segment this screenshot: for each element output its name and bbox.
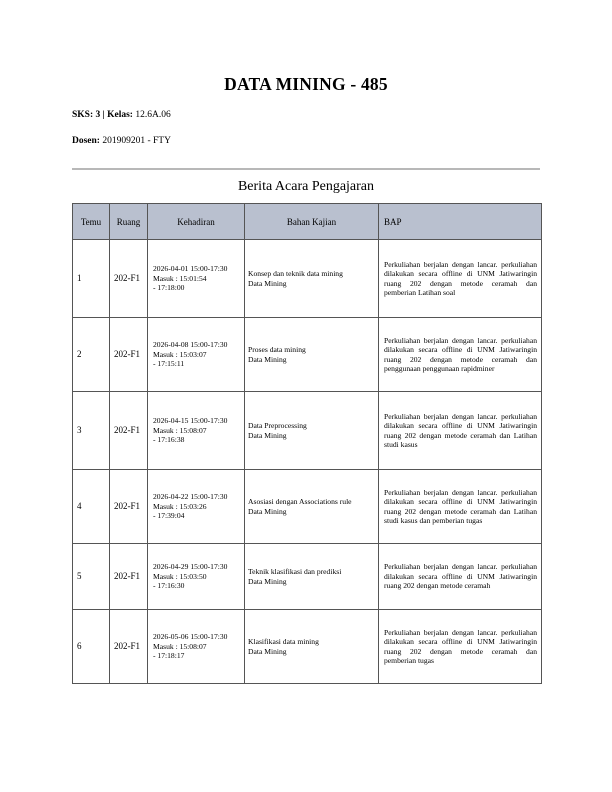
lecturer-meta (72, 136, 171, 146)
jam-masuk: Masuk : 15:01:54 (153, 273, 207, 283)
cell-bap: Perkuliahan berjalan dengan lancar. perkuliahan dilakukan secara offline di UNM Jatiwaringin ruang 202 dengan metode ceramah (379, 544, 542, 610)
jam-keluar: - 17:39:04 (153, 511, 185, 521)
cell-bap: Perkuliahan berjalan dengan lancar. perkuliahan dilakukan secara offline di UNM Jatiwaringin ruang 202 dengan metode ceramah dan pemberian tugas (379, 610, 542, 684)
mata-kuliah: Data Mining (248, 354, 287, 364)
mata-kuliah: Data Mining (248, 646, 287, 656)
jam-masuk: Masuk : 15:03:50 (153, 571, 207, 581)
divider (72, 168, 540, 170)
jam-masuk: Masuk : 15:08:07 (153, 641, 207, 651)
table-row (73, 470, 542, 544)
cell-bahan-kajian (245, 610, 379, 684)
jam-masuk: Masuk : 15:03:26 (153, 501, 207, 511)
cell-temu: 1 (73, 240, 110, 318)
cell-bap: Perkuliahan berjalan dengan lancar. perkuliahan dilakukan secara offline di UNM Jatiwaringin ruang 202 dengan metode ceramah dan pemberian Latihan soal (379, 240, 542, 318)
jam-keluar: - 17:16:38 (153, 435, 185, 445)
teaching-record-table (72, 203, 542, 684)
cell-bap: Perkuliahan berjalan dengan lancar. perkuliahan dilakukan secara offline di UNM Jatiwaringin ruang 202 dengan metode ceramah dan Latihan studi kasus (379, 392, 542, 470)
topik: Data Preprocessing (248, 421, 307, 430)
cell-kehadiran (148, 610, 245, 684)
kelas-value: 12.6A.06 (135, 110, 171, 120)
table-row (73, 610, 542, 684)
table-row (73, 392, 542, 470)
topik: Teknik klasifikasi dan prediksi (248, 567, 342, 576)
jam-keluar: - 17:18:00 (153, 283, 185, 293)
table-header-row (73, 204, 542, 240)
cell-bahan-kajian (245, 392, 379, 470)
cell-bahan-kajian (245, 470, 379, 544)
dosen-value: 201909201 - FTY (102, 136, 171, 146)
jadwal: 2026-04-22 15:00-17:30 (153, 492, 228, 502)
header-bahan-kajian: Bahan Kajian (245, 204, 379, 240)
cell-ruang: 202-F1 (110, 610, 148, 684)
table-row (73, 240, 542, 318)
cell-bahan-kajian (245, 544, 379, 610)
cell-ruang: 202-F1 (110, 240, 148, 318)
cell-ruang: 202-F1 (110, 470, 148, 544)
section-title: Berita Acara Pengajaran (237, 179, 375, 194)
cell-temu: 6 (73, 610, 110, 684)
cell-kehadiran (148, 240, 245, 318)
cell-temu: 3 (73, 392, 110, 470)
mata-kuliah: Data Mining (248, 576, 287, 586)
jadwal: 2026-05-06 15:00-17:30 (153, 632, 228, 642)
cell-temu: 4 (73, 470, 110, 544)
topik: Klasifikasi data mining (248, 637, 319, 646)
course-title: DATA MINING - 485 (224, 74, 388, 94)
mata-kuliah: Data Mining (248, 506, 287, 516)
topik: Konsep dan teknik data mining (248, 269, 343, 278)
table-row (73, 318, 542, 392)
cell-bap: Perkuliahan berjalan dengan lancar. perkuliahan dilakukan secara offline di UNM Jatiwaringin ruang 202 dengan metode ceramah dan Latihan studi kasus dan pemberian tugas (379, 470, 542, 544)
jam-keluar: - 17:16:30 (153, 581, 185, 591)
jadwal: 2026-04-01 15:00-17:30 (153, 264, 228, 274)
header-bap: BAP (379, 204, 542, 240)
jam-masuk: Masuk : 15:08:07 (153, 425, 207, 435)
jam-keluar: - 17:18:17 (153, 651, 185, 661)
cell-kehadiran (148, 470, 245, 544)
mata-kuliah: Data Mining (248, 430, 287, 440)
table-row (73, 544, 542, 610)
cell-kehadiran (148, 544, 245, 610)
cell-ruang: 202-F1 (110, 318, 148, 392)
dosen-label: Dosen: (72, 136, 100, 146)
cell-bahan-kajian (245, 240, 379, 318)
cell-ruang: 202-F1 (110, 392, 148, 470)
cell-kehadiran (148, 318, 245, 392)
cell-bap: Perkuliahan berjalan dengan lancar. perkuliahan dilakukan secara offline di UNM Jatiwaringin ruang 202 dengan metode ceramah dan penggunaan penggunaan rapidminer (379, 318, 542, 392)
jadwal: 2026-04-15 15:00-17:30 (153, 416, 228, 426)
cell-kehadiran (148, 392, 245, 470)
sks-value: 3 (95, 110, 101, 120)
header-ruang: Ruang (110, 204, 148, 240)
topik: Proses data mining (248, 345, 306, 354)
course-meta (72, 110, 171, 120)
jam-masuk: Masuk : 15:03:07 (153, 349, 207, 359)
topik: Asosiasi dengan Associations rule (248, 497, 352, 506)
mata-kuliah: Data Mining (248, 278, 287, 288)
cell-temu: 2 (73, 318, 110, 392)
cell-ruang: 202-F1 (110, 544, 148, 610)
jadwal: 2026-04-08 15:00-17:30 (153, 340, 228, 350)
cell-bahan-kajian (245, 318, 379, 392)
jadwal: 2026-04-29 15:00-17:30 (153, 562, 228, 572)
header-temu: Temu (73, 204, 110, 240)
jam-keluar: - 17:15:11 (153, 359, 185, 369)
cell-temu: 5 (73, 544, 110, 610)
header-kehadiran: Kehadiran (148, 204, 245, 240)
meta-separator: | (102, 110, 105, 120)
sks-label: SKS: (72, 110, 94, 120)
kelas-label: Kelas: (107, 110, 133, 120)
